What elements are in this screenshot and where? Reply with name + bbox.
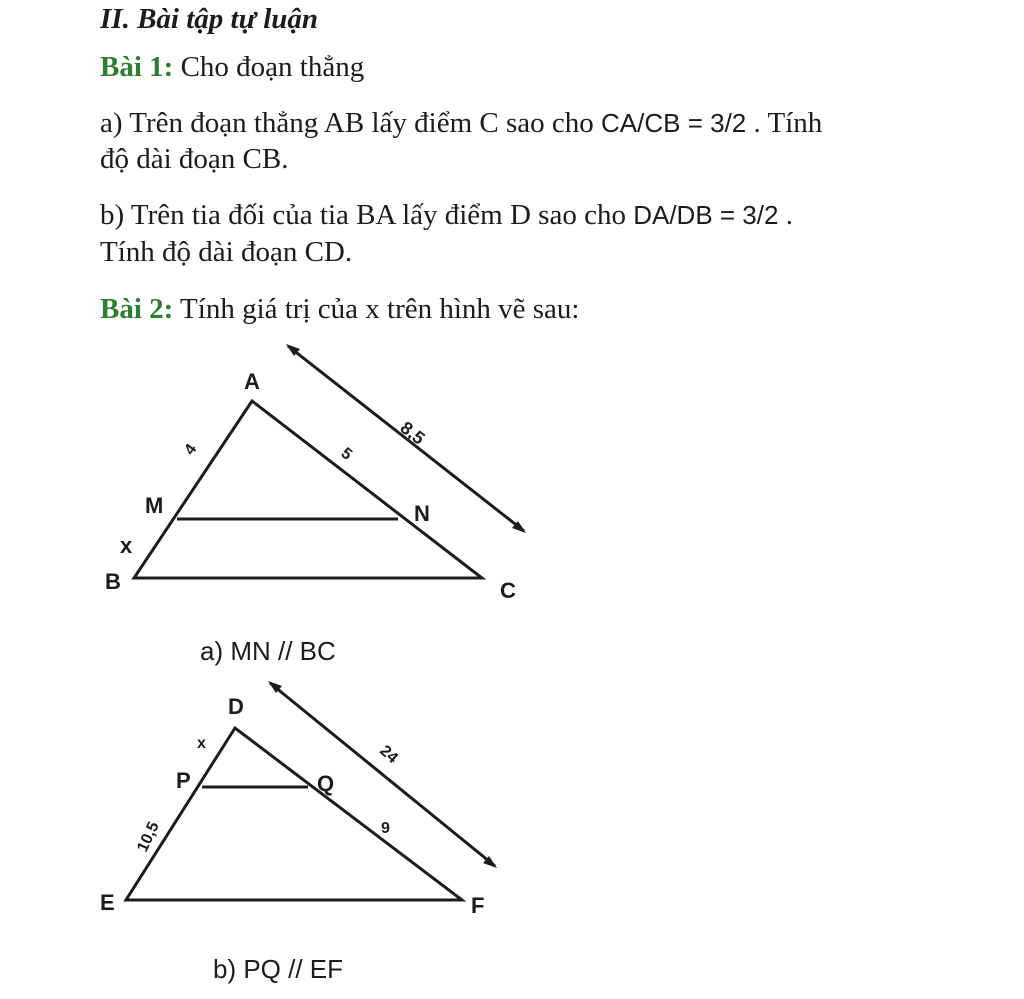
bai2-text: Tính giá trị của x trên hình vẽ sau: bbox=[180, 293, 580, 325]
vertex-d-label: D bbox=[228, 694, 244, 719]
bai1-part-a-text: a) Trên đoạn thẳng AB lấy điểm C sao cho bbox=[100, 107, 594, 139]
length-label-mb: x bbox=[120, 533, 133, 558]
vertex-q-label: Q bbox=[317, 771, 335, 796]
section-title: II. Bài tập tự luận bbox=[100, 3, 319, 35]
bai1-part-b-line2: Tính độ dài đoạn CD. bbox=[100, 236, 353, 268]
vertex-c-label: C bbox=[500, 578, 516, 603]
triangle-def bbox=[126, 728, 462, 900]
bai2-label: Bài 2: bbox=[100, 293, 174, 325]
bai1-part-a-suffix: . Tính bbox=[753, 107, 823, 139]
length-label-ac: 8,5 bbox=[396, 417, 429, 449]
vertex-p-label: P bbox=[176, 768, 191, 793]
vertex-n-label: N bbox=[414, 501, 430, 526]
bai1-part-a-ratio: CA/CB = 3/2 bbox=[601, 108, 747, 138]
length-label-df: 24 bbox=[376, 742, 401, 767]
vertex-b-label: B bbox=[105, 569, 121, 594]
bai1-part-b-text: b) Trên tia đối của tia BA lấy điểm D sao cho bbox=[100, 199, 626, 231]
bai1-part-b-ratio: DA/DB = 3/2 bbox=[633, 200, 779, 230]
bai1-part-b-suffix: . bbox=[785, 199, 793, 231]
vertex-m-label: M bbox=[145, 493, 164, 518]
length-label-am: 4 bbox=[181, 441, 201, 459]
length-label-an: 5 bbox=[337, 444, 356, 464]
bai1-part-a-line2: độ dài đoạn CB. bbox=[100, 143, 289, 175]
figure-b-caption: b) PQ // EF bbox=[213, 954, 344, 984]
vertex-a-label: A bbox=[244, 369, 260, 394]
vertex-f-label: F bbox=[471, 893, 485, 918]
vertex-e-label: E bbox=[100, 890, 115, 915]
bai1-label: Bài 1: bbox=[100, 51, 174, 83]
length-label-dp: x bbox=[197, 735, 206, 752]
length-label-pe: 10,5 bbox=[134, 819, 163, 855]
figure-a-caption: a) MN // BC bbox=[200, 636, 336, 666]
bai1-intro: Cho đoạn thẳng bbox=[180, 51, 365, 83]
length-label-qf: 9 bbox=[381, 820, 390, 837]
